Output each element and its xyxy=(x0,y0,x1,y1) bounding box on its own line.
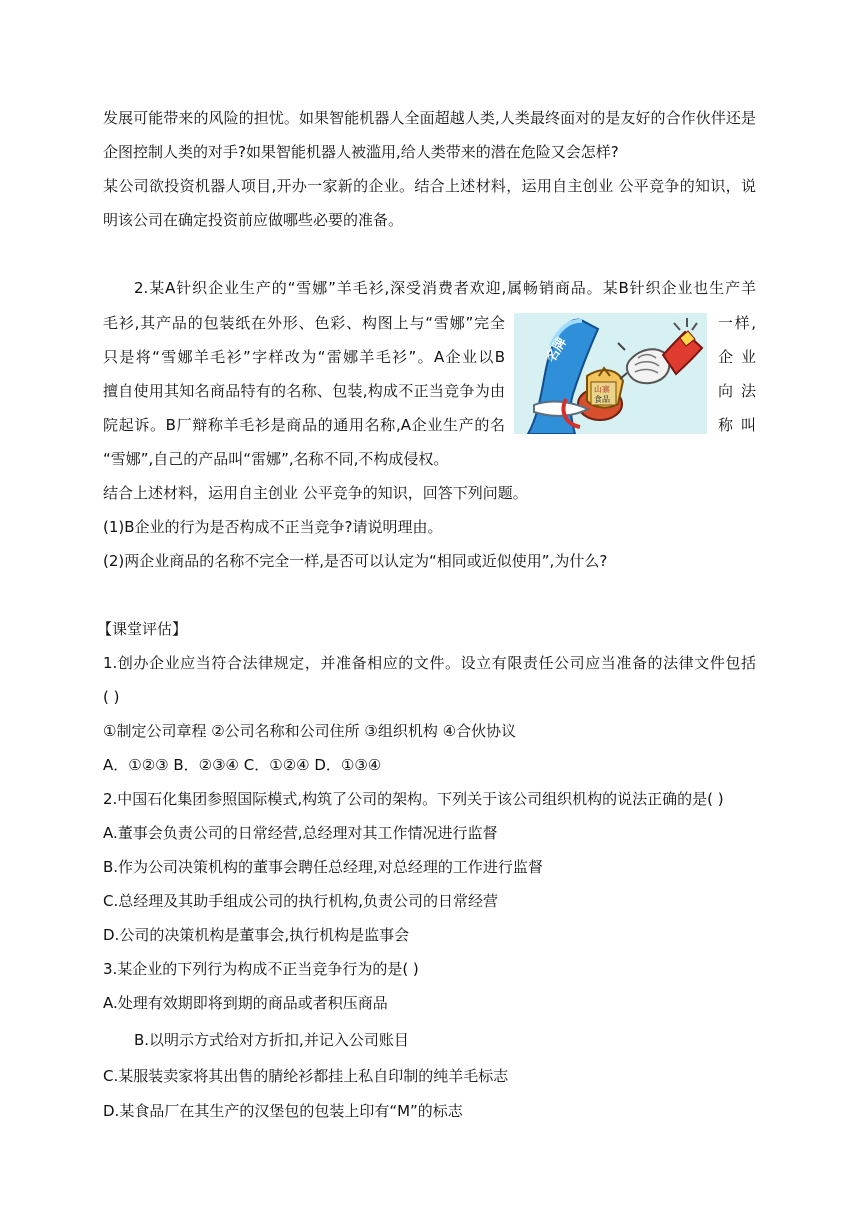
assessment-q1-options: A．①②③ B．②③④ C．①②④ D．①③④ xyxy=(103,756,382,774)
case2-line-4-left: 擅自使用其知名商品特有的名称、包装,构成不正当竞争为由 xyxy=(103,382,505,400)
case2-task: 结合上述材料，运用自主创业 公平竞争的知识，回答下列问题。 xyxy=(103,484,528,502)
intro-line-1: 发展可能带来的风险的担忧。如果智能机器人全面超越人类,人类最终面对的是友好的合作伙伴还是 xyxy=(103,109,756,127)
case2-line-2-left: 毛衫,其产品的包装纸在外形、色彩、构图上与“雪娜”完全 xyxy=(103,314,505,332)
assessment-q1-line-2: ( ) xyxy=(103,688,120,706)
assessment-heading: 【课堂评估】 xyxy=(97,620,188,638)
case2-line-3-right: 企 业 xyxy=(718,348,756,366)
assessment-q3-stem: 3.某企业的下列行为构成不正当竞争行为的是( ) xyxy=(103,960,419,978)
svg-text:食品: 食品 xyxy=(594,395,610,404)
assessment-q3-option-c: C.某服装卖家将其出售的腈纶衫都挂上私自印制的纯羊毛标志 xyxy=(103,1067,509,1085)
counterfeit-brand-cartoon xyxy=(514,313,707,434)
assessment-q1-line-1: 1.创办企业应当符合法律规定，并准备相应的文件。设立有限责任公司应当准备的法律文件包括 xyxy=(103,654,756,672)
case2-line-5-left: 院起诉。B厂辩称羊毛衫是商品的通用名称,A企业生产的名 xyxy=(103,416,505,434)
intro-task-line-2: 明该公司在确定投资前应做哪些必要的准备。 xyxy=(103,211,404,229)
cartoon-box-label: 山寨 xyxy=(594,385,610,394)
case2-line-5-right: 称 叫 xyxy=(718,416,756,434)
assessment-q2-stem: 2.中国石化集团参照国际模式,构筑了公司的架构。下列关于该公司组织机构的说法正确的是( ) xyxy=(103,790,724,808)
case2-line-6: “雪娜”,自己的产品叫“雷娜”,名称不同,不构成侵权。 xyxy=(103,450,449,468)
assessment-q2-option-c: C.总经理及其助手组成公司的执行机构,负责公司的日常经营 xyxy=(103,892,499,910)
assessment-q3-option-b: B.以明示方式给对方折扣,并记入公司账目 xyxy=(134,1031,409,1049)
case2-line-3-left: 只是将“雪娜羊毛衫”字样改为“雷娜羊毛衫”。A企业以B xyxy=(103,348,505,366)
assessment-q2-option-d: D.公司的决策机构是董事会,执行机构是监事会 xyxy=(103,926,410,944)
assessment-q2-option-b: B.作为公司决策机构的董事会聘任总经理,对总经理的工作进行监督 xyxy=(103,858,543,876)
case2-line-1: 2.某A针织企业生产的“雪娜”羊毛衫,深受消费者欢迎,属畅销商品。某B针织企业也生产羊 xyxy=(134,279,756,297)
assessment-q3-option-d: D.某食品厂在其生产的汉堡包的包装上印有“M”的标志 xyxy=(103,1102,463,1120)
cartoon-brand-sign: 名牌 xyxy=(543,335,571,366)
intro-task-line-1: 某公司欲投资机器人项目,开办一家新的企业。结合上述材料，运用自主创业 公平竞争的知识，说 xyxy=(103,177,756,195)
assessment-q2-option-a: A.董事会负责公司的日常经营,总经理对其工作情况进行监督 xyxy=(103,824,498,842)
intro-line-2: 企图控制人类的对手?如果智能机器人被滥用,给人类带来的潜在危险又会怎样? xyxy=(103,143,619,161)
case2-question-1: (1)B企业的行为是否构成不正当竞争?请说明理由。 xyxy=(103,518,443,536)
assessment-q3-option-a: A.处理有效期即将到期的商品或者积压商品 xyxy=(103,994,388,1012)
case2-line-4-right: 向 法 xyxy=(718,382,756,400)
case2-line-2-right: 一样, xyxy=(718,314,756,332)
case2-question-2: (2)两企业商品的名称不完全一样,是否可以认定为“相同或近似使用”,为什么? xyxy=(103,552,608,570)
assessment-q1-items: ①制定公司章程 ②公司名称和公司住所 ③组织机构 ④合伙协议 xyxy=(103,722,517,740)
